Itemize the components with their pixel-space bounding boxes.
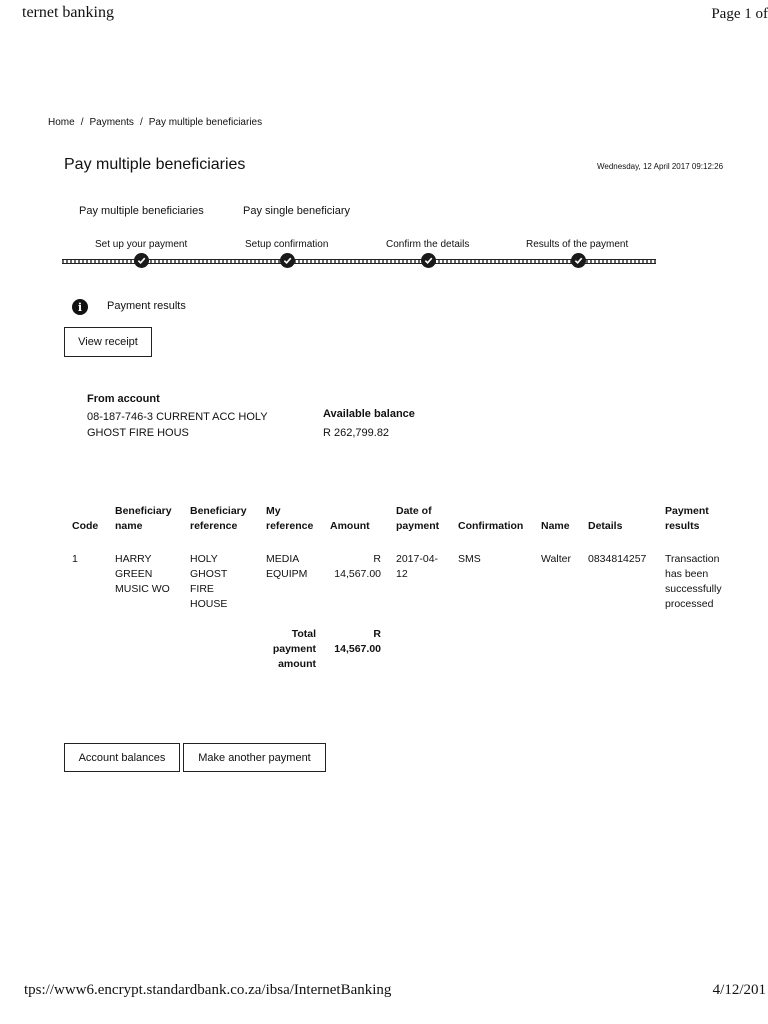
col-header-my-reference: My reference — [266, 505, 314, 532]
cell-beneficiary-reference: HOLY GHOST FIRE HOUSE — [190, 553, 228, 610]
breadcrumb-payments[interactable]: Payments — [89, 117, 134, 128]
step-check-icon — [571, 253, 586, 268]
payment-results-heading: Payment results — [107, 300, 186, 312]
cell-amount: R 14,567.00 — [334, 553, 381, 580]
total-payment-value: R 14,567.00 — [334, 628, 381, 655]
step-check-icon — [421, 253, 436, 268]
print-header-page: Page 1 of — [711, 6, 768, 22]
step-label-confirm-details: Confirm the details — [386, 239, 470, 250]
print-footer-url: tps://www6.encrypt.standardbank.co.za/ibsa/InternetBanking — [24, 982, 392, 998]
from-account-label: From account — [87, 393, 160, 405]
from-account-line1: 08-187-746-3 CURRENT ACC HOLY — [87, 411, 268, 423]
print-footer-date: 4/12/201 — [712, 982, 766, 998]
available-balance-value: R 262,799.82 — [323, 427, 390, 439]
tab-pay-single[interactable]: Pay single beneficiary — [243, 205, 351, 217]
tab-pay-multiple[interactable]: Pay multiple beneficiaries — [79, 205, 204, 217]
breadcrumb-separator: / — [139, 117, 143, 128]
available-balance-label: Available balance — [323, 408, 415, 420]
cell-my-reference: MEDIA EQUIPM — [266, 553, 308, 580]
breadcrumb-home[interactable]: Home — [48, 117, 75, 128]
view-receipt-button[interactable]: View receipt — [64, 327, 152, 357]
cell-confirmation: SMS — [458, 553, 481, 565]
col-header-name: Name — [541, 520, 570, 532]
cell-payment-results: Transaction has been successfully processed — [665, 553, 722, 610]
col-header-amount: Amount — [330, 520, 370, 532]
col-header-confirmation: Confirmation — [458, 520, 524, 532]
col-header-payment-results: Payment results — [665, 505, 709, 532]
timestamp: Wednesday, 12 April 2017 09:12:26 — [597, 162, 724, 171]
breadcrumb — [48, 117, 262, 128]
col-header-beneficiary-reference: Beneficiary reference — [190, 505, 247, 532]
col-header-details: Details — [588, 520, 623, 532]
step-check-icon — [134, 253, 149, 268]
cell-details: 0834814257 — [588, 553, 647, 565]
progress-track — [62, 259, 656, 264]
cell-beneficiary-name: HARRY GREEN MUSIC WO — [115, 553, 170, 595]
breadcrumb-separator: / — [80, 117, 84, 128]
page-title: Pay multiple beneficiaries — [64, 156, 246, 173]
cell-date-of-payment: 2017-04-12 — [396, 553, 439, 580]
cell-name: Walter — [541, 553, 571, 565]
total-payment-label: Total payment amount — [272, 628, 316, 670]
step-label-setup-confirmation: Setup confirmation — [245, 239, 329, 250]
make-another-payment-button[interactable]: Make another payment — [183, 743, 326, 772]
col-header-date-of-payment: Date of payment — [396, 505, 440, 532]
col-header-beneficiary-name: Beneficiary name — [115, 505, 172, 532]
print-header-title: ternet banking — [22, 4, 114, 21]
step-check-icon — [280, 253, 295, 268]
step-label-results: Results of the payment — [526, 239, 629, 250]
from-account-line2: GHOST FIRE HOUS — [87, 427, 189, 439]
cell-code: 1 — [72, 553, 78, 565]
info-icon: i — [72, 299, 88, 315]
breadcrumb-current: Pay multiple beneficiaries — [148, 117, 263, 128]
account-balances-button[interactable]: Account balances — [64, 743, 180, 772]
step-label-setup: Set up your payment — [95, 239, 188, 250]
col-header-code: Code — [72, 520, 99, 532]
